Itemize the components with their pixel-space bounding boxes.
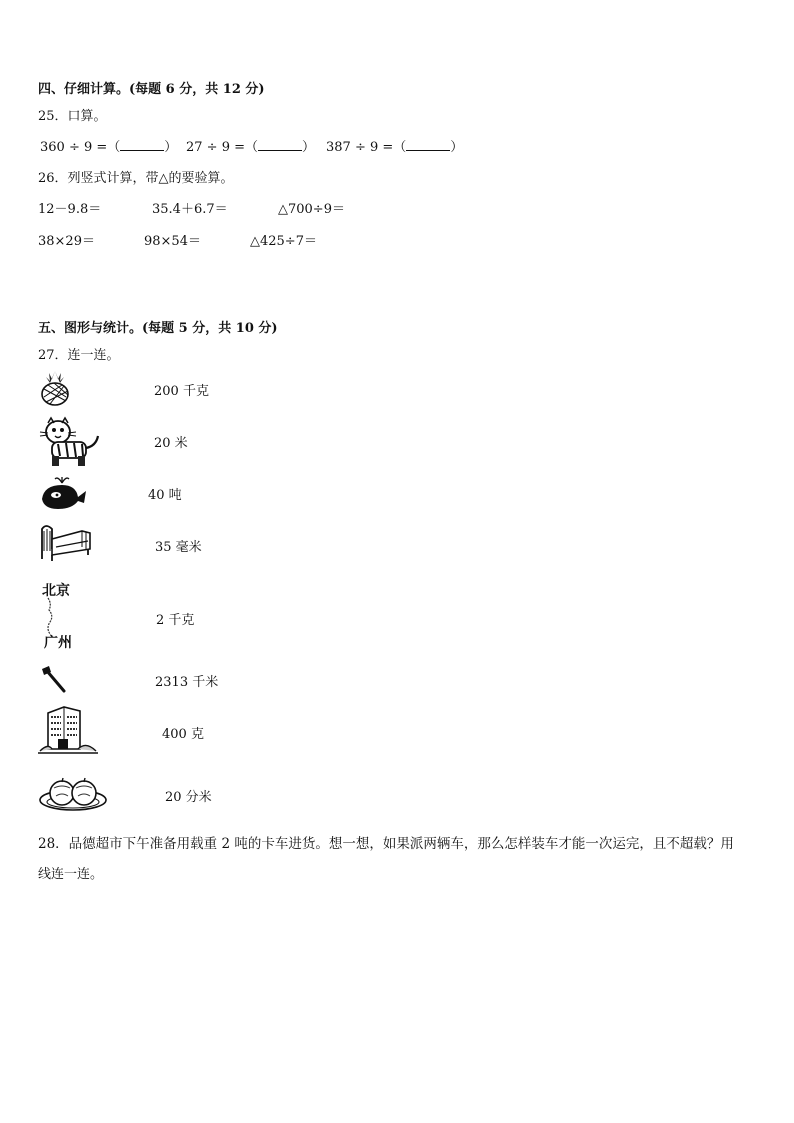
q25-title: 25．口算。 <box>38 109 107 124</box>
match-label-3[interactable]: 40 吨 <box>148 488 182 503</box>
q25-close-3: ） <box>450 140 464 155</box>
q25-expr-3: 387 ÷ 9 =（ <box>326 140 407 155</box>
q25-expr-1: 360 ÷ 9 =（ <box>40 140 121 155</box>
map-label-beijing: 北京 <box>42 583 70 599</box>
q26-title: 26．列竖式计算，带△的要验算。 <box>38 171 234 186</box>
q26-expr-5: 98×54＝ <box>144 234 201 249</box>
pineapple-icon[interactable] <box>38 369 72 407</box>
q28-text-line-1: 28．品德超市下午准备用载重 2 吨的卡车进货。想一想，如果派两辆车，那么怎样装车才能一次运完，且不超载？用 <box>38 836 734 852</box>
q27-title: 27．连一连。 <box>38 348 120 363</box>
building-icon[interactable] <box>38 703 98 755</box>
section-4-heading: 四、仔细计算。(每题 6 分，共 12 分) <box>38 82 265 97</box>
q25-close-1: ） <box>164 140 178 155</box>
bed-icon[interactable] <box>38 519 92 563</box>
q25-item-1 <box>40 136 177 155</box>
fruit-plate-icon[interactable] <box>38 776 108 812</box>
match-label-7[interactable]: 400 克 <box>162 727 204 742</box>
q26-expr-1: 12－9.8＝ <box>38 202 102 217</box>
map-route-icon[interactable] <box>40 580 82 652</box>
q25-item-3 <box>326 136 463 155</box>
nail-icon[interactable] <box>40 665 68 693</box>
q25-item-2 <box>186 136 315 155</box>
q26-expr-2: 35.4＋6.7＝ <box>152 202 228 217</box>
match-label-5[interactable]: 2 千克 <box>156 613 195 628</box>
q25-expr-2: 27 ÷ 9 =（ <box>186 140 258 155</box>
answer-blank[interactable] <box>406 138 450 151</box>
match-label-1[interactable]: 200 千克 <box>154 384 209 399</box>
q26-expr-4: 38×29＝ <box>38 234 95 249</box>
section-5-heading: 五、图形与统计。(每题 5 分，共 10 分) <box>38 321 278 336</box>
answer-blank[interactable] <box>258 138 302 151</box>
q26-expr-3: △700÷9＝ <box>278 202 345 217</box>
q26-expr-6: △425÷7＝ <box>250 234 317 249</box>
q25-close-2: ） <box>302 140 316 155</box>
map-label-guangzhou: 广州 <box>44 635 72 651</box>
q28-text-line-2: 线连一连。 <box>38 867 104 882</box>
answer-blank[interactable] <box>120 138 164 151</box>
whale-icon[interactable] <box>38 473 88 513</box>
match-label-2[interactable]: 20 米 <box>154 436 188 451</box>
match-label-8[interactable]: 20 分米 <box>165 790 212 805</box>
match-label-6[interactable]: 2313 千米 <box>155 675 219 690</box>
tiger-icon[interactable] <box>38 416 102 468</box>
match-label-4[interactable]: 35 毫米 <box>155 540 202 555</box>
